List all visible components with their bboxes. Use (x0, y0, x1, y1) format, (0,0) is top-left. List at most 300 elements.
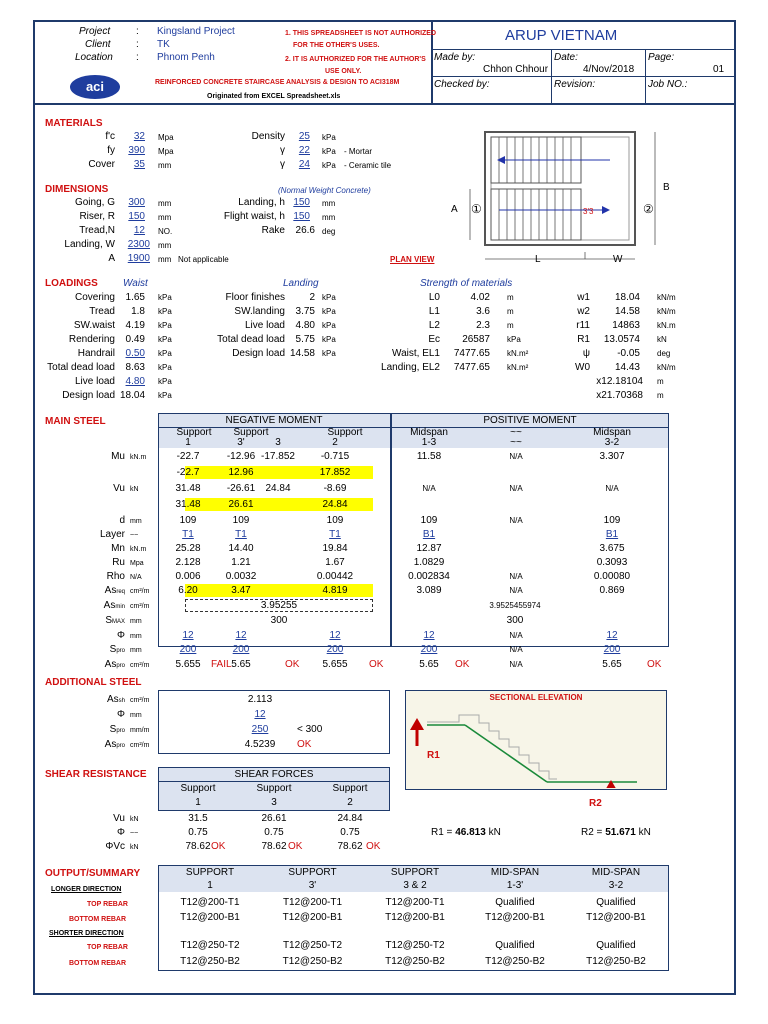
strength-label: Landing, EL2 (381, 362, 440, 373)
reaction-value: x12.18104 (596, 376, 643, 387)
output-subheader: 1-3' (506, 880, 524, 891)
main-steel-cell: 5.65 (419, 659, 439, 670)
additional-row-value: 250 (251, 724, 269, 735)
fy-unit: Mpa (158, 147, 174, 156)
disclaimer-1: 1. THIS SPREADSHEET IS NOT AUTHORIZED (285, 30, 437, 37)
main-steel-cell: 109 (420, 515, 438, 526)
main-steel-cell: 200 (232, 644, 250, 655)
output-subheader: 3 & 2 (403, 880, 427, 891)
additional-row-note: < 300 (297, 724, 323, 735)
main-steel-cell: N/A (509, 452, 523, 461)
waist-load-label: Design load (62, 390, 115, 401)
main-steel-header: ~~ (510, 427, 522, 438)
main-steel-cell: T1 (235, 529, 247, 540)
reaction-label: ψ (582, 348, 590, 359)
main-steel-subheader: 3' (237, 437, 245, 448)
cover-unit: mm (158, 161, 172, 170)
main-steel-cell: N/A (509, 660, 523, 669)
nwc-note: (Normal Weight Concrete) (278, 186, 371, 195)
main-steel-row-label: Mn (111, 543, 125, 554)
main-steel-cell: N/A (509, 572, 523, 581)
gamma-tile-unit: kPa (322, 161, 336, 170)
waist-load-value: 4.80 (125, 376, 145, 387)
waist-load-unit: kPa (158, 391, 172, 400)
reaction-unit: kN.m (657, 321, 676, 330)
shear-header: Support (256, 783, 292, 794)
shear-forces-header: SHEAR FORCES (234, 769, 314, 780)
r2-label: R2 (589, 798, 602, 809)
reaction-value: -0.05 (617, 348, 640, 359)
reaction-label: R1 (577, 334, 590, 345)
output-header: MID-SPAN (591, 867, 641, 878)
colon: : (136, 52, 139, 63)
waist-load-value: 0.50 (125, 348, 145, 359)
main-steel-row-label: Asreq (104, 585, 125, 596)
landing-load-label: Total dead load (217, 334, 285, 345)
reaction-unit: kN/m (657, 307, 676, 316)
main-steel-cell: 12 (182, 630, 194, 641)
waist-load-unit: kPa (158, 363, 172, 372)
main-steel-subheader: 2 (332, 437, 338, 448)
main-steel-cell: N/A (509, 645, 523, 654)
shear-row-unit: kN (130, 844, 139, 851)
longer-bottom-label: BOTTOM REBAR (69, 916, 127, 923)
main-steel-subheader: 3-2 (604, 437, 620, 448)
main-steel-cell: 14.40 (228, 543, 254, 554)
shear-header: Support (180, 783, 216, 794)
origin-note: Originated from EXCEL Spreadsheet.xls (207, 93, 341, 100)
shear-cell: 26.61 (261, 813, 287, 824)
strength-label: L1 (428, 306, 440, 317)
r1-value: 46.813 (455, 827, 486, 838)
output-cell: T12@250-B2 (586, 956, 646, 967)
gamma-tile-label: γ (280, 159, 285, 170)
title-block-vline (551, 49, 552, 104)
output-cell: T12@200-T1 (385, 897, 445, 908)
waist-load-unit: kPa (158, 349, 172, 358)
shear-cell: 24.84 (337, 813, 363, 824)
output-cell: T12@200-B1 (180, 912, 240, 923)
main-steel-cell: 6.20 (178, 585, 198, 596)
shear-cell: 78.62 (261, 841, 287, 852)
main-steel-cell: N/A (605, 484, 619, 493)
output-cell: T12@250-T2 (282, 940, 343, 951)
longer-direction-label: LONGER DIRECTION (51, 886, 122, 893)
main-steel-header: Support (176, 427, 212, 438)
main-steel-subheader: 1-3 (421, 437, 437, 448)
riser-label: Riser, R (79, 211, 115, 222)
fc-value[interactable]: 32 (133, 131, 145, 142)
main-steel-header: Midspan (410, 427, 448, 438)
main-steel-cell: 24.84 (265, 483, 291, 494)
output-subheader: 1 (207, 880, 213, 891)
flight-waist-unit: mm (322, 213, 336, 222)
main-steel-cell: 24.84 (322, 499, 348, 510)
main-steel-cell: 2.128 (175, 557, 201, 568)
shear-header: Support (332, 783, 368, 794)
gamma-mortar-value[interactable]: 22 (298, 145, 310, 156)
cover-value[interactable]: 35 (133, 159, 145, 170)
strength-label: Waist, EL1 (392, 348, 440, 359)
main-steel-cell: N/A (422, 484, 436, 493)
main-steel-cell: 11.58 (416, 451, 442, 462)
waist-load-value: 1.8 (131, 306, 145, 317)
riser-unit: mm (158, 213, 172, 222)
waist-load-label: Covering (74, 292, 115, 303)
title-block-vline (645, 49, 646, 104)
waist-load-value: 1.65 (125, 292, 145, 303)
project-value: Kingsland Project (157, 26, 235, 37)
main-steel-cell: 3.675 (599, 543, 625, 554)
additional-row-unit: cm²/m (130, 697, 150, 704)
additional-row-label: Φ (117, 709, 125, 720)
location-label: Location (75, 52, 113, 63)
landing-load-label: Design load (232, 348, 285, 359)
output-cell: T12@250-B2 (282, 956, 343, 967)
ok-flag: OK (211, 841, 226, 852)
main-steel-cell: -26.61 (226, 483, 256, 494)
output-summary-title: OUTPUT/SUMMARY (45, 868, 141, 879)
main-steel-cell: 12 (423, 630, 435, 641)
reaction-label: w1 (577, 292, 590, 303)
rake-label: Rake (261, 225, 285, 236)
shear-cell: 0.75 (340, 827, 360, 838)
main-steel-cell: 3.9525455974 (489, 601, 541, 610)
shear-cell: 31.5 (188, 813, 208, 824)
landing-load-value: 5.75 (295, 334, 315, 345)
shear-row-label: Vu (113, 813, 125, 824)
flight-waist-value[interactable]: 150 (293, 211, 310, 222)
main-steel-subheader: 3 (275, 437, 281, 448)
additional-row-note: OK (297, 739, 312, 750)
output-header: SUPPORT (390, 867, 440, 878)
main-steel-row-unit: kN.m (130, 454, 147, 461)
gamma-mortar-unit: kPa (322, 147, 336, 156)
location-value: Phnom Penh (157, 52, 215, 63)
shear-row-label: ΦVc (105, 841, 125, 852)
waist-load-value: 18.04 (120, 390, 146, 401)
main-steel-row-label: SMAX (105, 615, 125, 626)
waist-load-label: Handrail (77, 348, 115, 359)
main-steel-row-unit: cm²/m (130, 603, 150, 610)
output-header: SUPPORT (288, 867, 337, 878)
shear-subheader: 2 (347, 797, 353, 808)
main-steel-row-label: Rho (106, 571, 125, 582)
gamma-mortar-label: γ (280, 145, 285, 156)
plan-dim-w: W (613, 254, 623, 265)
support-3-marker: 3'3 (583, 207, 594, 216)
main-steel-cell: 109 (179, 515, 197, 526)
main-steel-cell: 1.0829 (413, 557, 445, 568)
reaction-label: w2 (577, 306, 590, 317)
calculation-sheet (33, 20, 736, 995)
cover-label: Cover (88, 159, 115, 170)
output-cell: Qualified (596, 897, 636, 908)
flight-waist-label: Flight waist, h (223, 211, 285, 222)
date-label: Date: (554, 52, 578, 63)
landing-h-value[interactable]: 150 (293, 197, 310, 208)
main-steel-cell: 3.089 (416, 585, 442, 596)
main-steel-cell: 26.61 (228, 499, 254, 510)
tread-value[interactable]: 12 (133, 225, 145, 236)
main-steel-cell: 109 (603, 515, 621, 526)
company-name: ARUP VIETNAM (505, 27, 618, 44)
going-value[interactable]: 300 (128, 197, 145, 208)
ok-flag: OK (285, 659, 300, 670)
waist-load-label: SW.waist (73, 320, 115, 331)
main-steel-row-unit: mm (130, 518, 142, 525)
main-steel-row-unit: mm (130, 633, 142, 640)
main-steel-cell: 31.48 (175, 499, 201, 510)
job-no-label: Job NO.: (648, 79, 688, 90)
output-cell: Qualified (495, 940, 535, 951)
density-value[interactable]: 25 (298, 131, 310, 142)
main-steel-cell: 12 (606, 630, 618, 641)
main-steel-cell: 300 (270, 615, 288, 626)
main-steel-cell: 0.002834 (408, 571, 450, 582)
main-steel-row-label: Layer (99, 529, 125, 540)
main-steel-row-unit: cm²/m (130, 588, 150, 595)
project-label: Project (79, 26, 111, 37)
mortar-note: - Mortar (344, 147, 372, 156)
main-steel-row-unit: kN (130, 486, 139, 493)
r1-eq: R1 = (431, 827, 453, 838)
waist-load-label: Total dead load (47, 362, 115, 373)
shear-subheader: 1 (195, 797, 201, 808)
fc-label: f'c (105, 131, 115, 142)
strength-label: Ec (428, 334, 440, 345)
going-unit: mm (158, 199, 172, 208)
main-steel-row-unit: Mpa (130, 560, 144, 567)
main-steel-cell: 5.655 (322, 659, 348, 670)
longer-top-label: TOP REBAR (87, 901, 128, 908)
date-value: 4/Nov/2018 (583, 64, 635, 75)
output-cell: T12@250-B2 (180, 956, 240, 967)
main-steel-row-unit: mm (130, 647, 142, 654)
strength-value: 2.3 (476, 320, 490, 331)
strength-unit: kN.m² (507, 349, 529, 358)
shear-row-label: Φ (117, 827, 125, 838)
landing-load-label: Live load (244, 320, 285, 331)
main-steel-cell: B1 (422, 529, 436, 540)
a-unit: mm (158, 255, 172, 264)
waist-load-value: 0.49 (125, 334, 145, 345)
r1-unit: kN (488, 827, 501, 838)
strength-unit: m (507, 321, 514, 330)
a-note: Not applicable (178, 255, 229, 264)
main-steel-cell: 0.3093 (596, 557, 628, 568)
main-steel-cell: 31.48 (175, 483, 201, 494)
header-divider (35, 103, 734, 105)
main-steel-cell: 200 (603, 644, 621, 655)
main-steel-subheader: 1 (185, 437, 191, 448)
landing-h-label: Landing, h (238, 197, 285, 208)
waist-load-label: Live load (74, 376, 115, 387)
shear-cell: 78.62 (185, 841, 211, 852)
main-steel-row-label: d (119, 515, 125, 526)
density-unit: kPa (322, 133, 336, 142)
strength-label: L0 (428, 292, 440, 303)
main-steel-title: MAIN STEEL (45, 416, 106, 427)
shear-row-unit: kN (130, 816, 139, 823)
landing-load-label: Floor finishes (225, 292, 285, 303)
main-steel-cell: 12.96 (228, 467, 254, 478)
main-steel-row-label: Vu (113, 483, 125, 494)
waist-load-unit: kPa (158, 321, 172, 330)
landing-load-unit: kPa (322, 293, 336, 302)
riser-value[interactable]: 150 (128, 211, 145, 222)
landing-load-value: 14.58 (289, 348, 315, 359)
materials-title: MATERIALS (45, 118, 103, 129)
main-steel-cell: 5.655 (175, 659, 201, 670)
waist-load-unit: kPa (158, 307, 172, 316)
main-steel-cell: 17.852 (319, 467, 351, 478)
checked-by-label: Checked by: (434, 79, 490, 90)
main-steel-cell: 0.006 (175, 571, 201, 582)
strength-value: 4.02 (470, 292, 490, 303)
reaction-value: 14.58 (614, 306, 640, 317)
shear-cell: 0.75 (188, 827, 208, 838)
output-cell: T12@250-T2 (180, 940, 240, 951)
additional-row-label: Assh (106, 694, 125, 705)
revision-label: Revision: (554, 79, 596, 90)
plan-dim-l: L (535, 254, 541, 265)
shear-cell: 0.75 (264, 827, 284, 838)
sectional-elevation-title: SECTIONAL ELEVATION (489, 693, 583, 702)
output-subheader: 3' (308, 880, 317, 891)
landing-w-value[interactable]: 2300 (127, 239, 150, 250)
output-cell: T12@200-T1 (282, 897, 343, 908)
main-steel-cell: 4.819 (322, 585, 348, 596)
analysis-title: REINFORCED CONCRETE STAIRCASE ANALYSIS & DESIGN TO ACI318M (155, 79, 400, 86)
strength-unit: m (507, 307, 514, 316)
reaction-unit: deg (657, 349, 671, 358)
reaction-label: W0 (575, 362, 590, 373)
r2-result-label (581, 827, 651, 839)
additional-row-unit: mm/m (130, 727, 150, 734)
plan-view-label: PLAN VIEW (390, 255, 435, 264)
output-cell: T12@200-T1 (180, 897, 240, 908)
main-steel-cell: 25.28 (175, 543, 201, 554)
main-steel-cell: -0.715 (320, 451, 350, 462)
reaction-value: 14.43 (614, 362, 640, 373)
main-steel-row-label: Mu (111, 451, 125, 462)
output-subheader: 3-2 (608, 880, 624, 891)
reaction-unit: kN/m (657, 293, 676, 302)
strength-unit: m (507, 293, 514, 302)
waist-load-label: Tread (89, 306, 115, 317)
strength-label: L2 (428, 320, 440, 331)
density-label: Density (251, 131, 285, 142)
landing-heading: Landing (283, 278, 319, 289)
main-steel-row-label: Spro (109, 644, 125, 655)
main-steel-cell: 0.00442 (316, 571, 354, 582)
main-steel-row-unit: cm²/m (130, 662, 150, 669)
strength-value: 7477.65 (453, 348, 490, 359)
output-header: SUPPORT (185, 867, 235, 878)
main-steel-cell: 12 (329, 630, 341, 641)
main-steel-cell: 1.21 (231, 557, 251, 568)
main-steel-cell: N/A (509, 484, 523, 493)
additional-row-value: 12 (254, 709, 266, 720)
additional-row-label: Spro (109, 724, 125, 735)
main-steel-cell: N/A (509, 516, 523, 525)
shorter-top-label: TOP REBAR (87, 944, 128, 951)
landing-load-unit: kPa (322, 307, 336, 316)
main-steel-row-label: Aspro (104, 659, 125, 670)
fail-flag: FAIL (211, 659, 232, 670)
r2-unit: kN (638, 827, 651, 838)
gamma-tile-value[interactable]: 24 (298, 159, 310, 170)
reaction-label: r11 (576, 320, 590, 331)
fy-label: fy (107, 145, 115, 156)
main-steel-cell: B1 (605, 529, 619, 540)
disclaimer-2: 2. IT IS AUTHORIZED FOR THE AUTHOR'S (285, 56, 426, 63)
main-steel-row-unit: mm (130, 618, 142, 625)
strength-value: 26587 (462, 334, 490, 345)
support-2-marker: ② (643, 202, 654, 216)
main-steel-cell: 200 (420, 644, 438, 655)
loadings-title: LOADINGS (45, 278, 98, 289)
ok-flag: OK (366, 841, 381, 852)
disclaimer-1b: FOR THE OTHER'S USES. (293, 42, 380, 49)
title-block-line (431, 76, 734, 77)
main-steel-cell: 0.00080 (593, 571, 631, 582)
asmin-dashed-box (185, 599, 373, 612)
reaction-value: 13.0574 (603, 334, 640, 345)
tile-note: - Ceramic tile (344, 161, 392, 170)
support-1-marker: ① (471, 202, 482, 216)
a-value[interactable]: 1900 (127, 253, 150, 264)
output-cell: Qualified (596, 940, 636, 951)
main-steel-cell: T1 (329, 529, 341, 540)
landing-load-unit: kPa (322, 349, 336, 358)
main-steel-cell: 3.47 (231, 585, 251, 596)
shorter-direction-label: SHORTER DIRECTION (49, 930, 124, 937)
negative-moment-header: NEGATIVE MOMENT (225, 415, 323, 426)
waist-load-label: Rendering (68, 334, 115, 345)
main-steel-header: Midspan (593, 427, 631, 438)
fy-value[interactable]: 390 (128, 145, 145, 156)
landing-h-unit: mm (322, 199, 336, 208)
main-steel-cell: 12.87 (416, 543, 442, 554)
landing-load-value: 4.80 (295, 320, 315, 331)
landing-load-label: SW.landing (234, 306, 285, 317)
main-steel-cell: 5.65 (602, 659, 622, 670)
waist-slab (465, 725, 547, 782)
shear-subheader: 3 (271, 797, 277, 808)
output-cell: T12@200-B1 (385, 912, 445, 923)
plan-dim-b: B (663, 182, 670, 193)
output-cell: T12@250-B2 (385, 956, 445, 967)
main-steel-cell: 5.65 (231, 659, 251, 670)
waist-load-value: 4.19 (125, 320, 145, 331)
reaction-value: 18.04 (614, 292, 640, 303)
landing-load-value: 3.75 (295, 306, 315, 317)
disclaimer-2b: USE ONLY. (325, 68, 362, 75)
landing-w-label: Landing, W (64, 239, 115, 250)
main-steel-cell: 300 (506, 615, 524, 626)
fc-unit: Mpa (158, 133, 174, 142)
strength-heading: Strength of materials (420, 278, 513, 289)
main-steel-cell: -12.96 (226, 451, 256, 462)
plan-dim-a: A (451, 204, 458, 215)
main-steel-cell: N/A (509, 586, 523, 595)
additional-steel-title: ADDITIONAL STEEL (45, 677, 142, 688)
r2-eq: R2 = (581, 827, 603, 838)
made-by-label: Made by: (434, 52, 476, 63)
r2-value: 51.671 (605, 827, 636, 838)
